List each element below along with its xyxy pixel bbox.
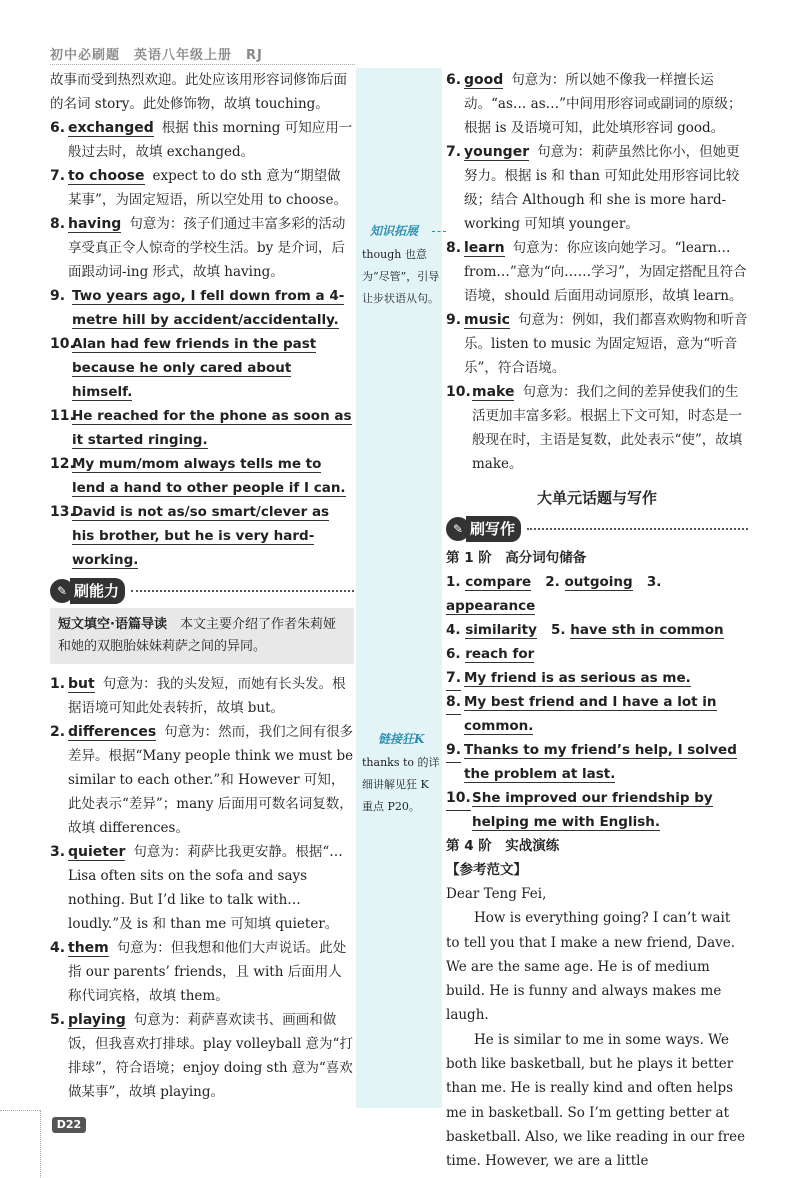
sentence-text: Alan had few friends in the past because he only cared about himself. (72, 336, 317, 400)
sentence-text: My best friend and I have a lot in common. (464, 694, 717, 734)
answer-item (446, 236, 748, 308)
explanation: 句意为：例如，我们都喜欢购物和听音乐。listen to music 为固定短语，意为“听音乐”，符合语境。 (464, 312, 748, 376)
item-number: 4. (446, 622, 461, 638)
item-number: 5. (50, 1012, 66, 1028)
answer: but (68, 676, 95, 692)
answer: quieter (68, 844, 126, 860)
answer-item (446, 140, 748, 236)
sentence-text: My friend is as serious as me. (464, 670, 691, 686)
explanation: 根据 this morning 可知应用一般过去时，故填 exchanged。 (68, 120, 353, 160)
item-number: 2. (545, 574, 560, 590)
answer: music (464, 312, 510, 328)
pen-icon: ✎ (50, 579, 74, 603)
word-answer: reach for (465, 646, 535, 662)
answer-item (446, 308, 748, 380)
answer: to choose (68, 168, 145, 184)
sidebar-note-though: though 也意为“尽管”，引导让步状语从句。 (362, 248, 440, 305)
item-number: 10. (446, 786, 471, 811)
word-answer: outgoing (564, 574, 633, 590)
banner-label: 刷能力 (70, 578, 125, 604)
ability-banner (50, 578, 354, 604)
item-number: 9. (446, 738, 461, 763)
section-title: 大单元话题与写作 (536, 489, 657, 507)
page-corner-dots (40, 1110, 41, 1178)
sentence-text: She improved our friendship by helping me with English. (472, 790, 713, 830)
stage-1-heading: 第 1 阶 高分词句储备 (446, 550, 587, 566)
note-arrow (432, 231, 446, 232)
sentence-text: My mum/mom always tells me to lend a hand to other people if I can. (72, 456, 346, 496)
word-answer: similarity (465, 622, 537, 638)
answer: younger (464, 144, 530, 160)
answer-item (446, 68, 748, 140)
page-header: 初中必刷题 英语八年级上册 RJ (50, 48, 263, 63)
sentence-answer (446, 666, 748, 690)
explanation: 句意为：我们之间的差异使我们的生活更加丰富多彩。根据上下文可知，时态是一般现在时，主语是复数，此处表示“使”，故填 make。 (472, 384, 743, 472)
explanation: 句意为：莉萨虽然比你小，但她更努力。根据 is 和 than 可知此处用形容词比较级；结合 Although 和 she is more hard-working 可知填 younger。 (464, 144, 740, 232)
item-number: 1. (50, 676, 66, 692)
page-corner-dots (0, 1110, 40, 1111)
sidebar-note-thanks-to: thanks to 的详细讲解见狂 K 重点 P20。 (362, 756, 440, 813)
essay-paragraph: How is everything going? I can’t wait to tell you that I make a new friend, Dave. We are the same age. He is of medium build. He is funny and always makes me laugh. (446, 910, 736, 1024)
knowledge-extension-tag: 知识拓展 (370, 224, 419, 238)
sentence-answer (446, 738, 748, 786)
essay-greeting: Dear Teng Fei, (446, 886, 547, 902)
item-number: 8. (446, 240, 462, 256)
link-tag: 链接狂K (378, 732, 425, 746)
answer: playing (68, 1012, 126, 1028)
item-number: 6. (50, 120, 66, 136)
sentence-text: Two years ago, I fell down from a 4-metre hill by accident/accidentally. (72, 288, 345, 328)
answer-item (50, 116, 354, 164)
item-number: 10. (446, 384, 471, 400)
item-number: 7. (50, 168, 66, 184)
explanation: 句意为：我的头发短，而她有长头发。根据语境可知此处表转折，故填 but。 (68, 676, 346, 716)
item-number: 13. (50, 504, 75, 520)
word-row (446, 570, 748, 618)
guide-text: 本文主要介绍了作者朱莉娅和她的双胞胎妹妹莉萨之间的异同。 (58, 617, 336, 654)
sentence-text: He reached for the phone as soon as it started ringing. (72, 408, 352, 448)
explanation: 句意为：所以她不像我一样擅长运动。“as… as…”中间用形容词或副词的原级；根据 is 及语境可知，此处填形容词 good。 (464, 72, 742, 136)
item-number: 6. (446, 72, 462, 88)
header-divider (50, 64, 355, 65)
word-row (446, 642, 748, 666)
item-number: 1. (446, 574, 461, 590)
sentence-answer (50, 284, 354, 332)
answer-item (50, 936, 354, 1008)
answer: good (464, 72, 504, 88)
word-answer: have sth in common (570, 622, 724, 638)
answer-item (446, 380, 748, 476)
item-number: 8. (446, 690, 461, 715)
sentence-text: David is not as/so smart/clever as his brother, but he is very hard-working. (72, 504, 330, 568)
guide-title: 短文填空·语篇导读 (58, 617, 167, 632)
answer: differences (68, 724, 157, 740)
sentence-answer (50, 500, 354, 572)
answer-item (50, 720, 354, 840)
word-row (446, 618, 748, 642)
left-column (50, 68, 354, 1104)
sample-essay (446, 882, 748, 1174)
item-number: 10. (50, 336, 75, 352)
intro-paragraph: 故事而受到热烈欢迎。此处应该用形容词修饰后面的名词 story。此处修饰物，故填 touching。 (50, 72, 347, 112)
sentence-answer (50, 332, 354, 404)
item-number: 8. (50, 216, 66, 232)
reading-guide-box (50, 608, 354, 664)
explanation: 句意为：但我想和他们大声说话。此处指 our parents’ friends，且 with 后面用人称代词宾格，故填 them。 (68, 940, 347, 1004)
pen-icon: ✎ (446, 517, 470, 541)
answer: having (68, 216, 122, 232)
explanation: 句意为：孩子们通过丰富多彩的活动享受真正令人惊奇的学校生活。by 是介词，后面跟动词-ing 形式，故填 having。 (68, 216, 346, 280)
page-number: D22 (52, 1117, 86, 1133)
item-number: 11. (50, 408, 75, 424)
explanation: 句意为：然而，我们之间有很多差异。根据“Many people think we must be similar to each other.”和 However 可知，此处表示“差异”；many 后面用可数名词复数，故填 differences。 (68, 724, 354, 836)
answer-item (50, 212, 354, 284)
explanation: 句意为：莉萨喜欢读书、画画和做饭，但我喜欢打排球。play volleyball 意为“打排球”，符合语境；enjoy doing sth 意为“喜欢做某事”，故填 playing。 (68, 1012, 353, 1100)
item-number: 9. (50, 288, 66, 304)
sentence-text: Thanks to my friend’s help, I solved the problem at last. (464, 742, 737, 782)
essay-paragraph: He is similar to me in some ways. We both like basketball, but he plays it better than me. He is really kind and often helps me in basketball. So I’m getting better at basketball. Also, we like reading in our free time. However, we are a little (446, 1031, 746, 1170)
sentence-answer (50, 404, 354, 452)
word-answer: appearance (446, 598, 536, 614)
answer: them (68, 940, 109, 956)
item-number: 4. (50, 940, 66, 956)
writing-banner (446, 516, 748, 542)
sentence-answer (446, 786, 748, 834)
answer-item (50, 164, 354, 212)
banner-dots (131, 590, 354, 592)
answer: exchanged (68, 120, 154, 136)
answer-item (50, 1008, 354, 1104)
sentence-answer (446, 690, 748, 738)
explanation: 句意为：你应该向她学习。“learn… from…”意为“向……学习”，为固定搭配且符合语境，should 后面用动词原形，故填 learn。 (464, 240, 747, 304)
answer-item (50, 672, 354, 720)
answer: make (472, 384, 515, 400)
item-number: 3. (646, 574, 662, 590)
explanation: expect to do sth 意为“期望做某事”，为固定短语，所以空处用 to choose。 (68, 168, 347, 208)
item-number: 7. (446, 144, 462, 160)
item-number: 7. (446, 666, 461, 691)
explanation: 句意为：莉萨比我更安静。根据“… Lisa often sits on the sofa and says nothing. But I’d like to talk with… loudly.”及 is 和 than me 可知填 quieter。 (68, 844, 343, 932)
item-number: 6. (446, 646, 461, 662)
banner-label: 刷写作 (466, 516, 521, 542)
reference-label: 【参考范文】 (446, 862, 527, 878)
stage-4-heading: 第 4 阶 实战演练 (446, 838, 560, 854)
item-number: 9. (446, 312, 462, 328)
sentence-answer (50, 452, 354, 500)
answer: learn (464, 240, 505, 256)
banner-dots (527, 528, 748, 530)
answer-item (50, 840, 354, 936)
item-number: 12. (50, 456, 75, 472)
item-number: 2. (50, 724, 66, 740)
right-column (446, 68, 748, 1174)
item-number: 5. (550, 622, 566, 638)
word-answer: compare (465, 574, 532, 590)
item-number: 3. (50, 844, 66, 860)
